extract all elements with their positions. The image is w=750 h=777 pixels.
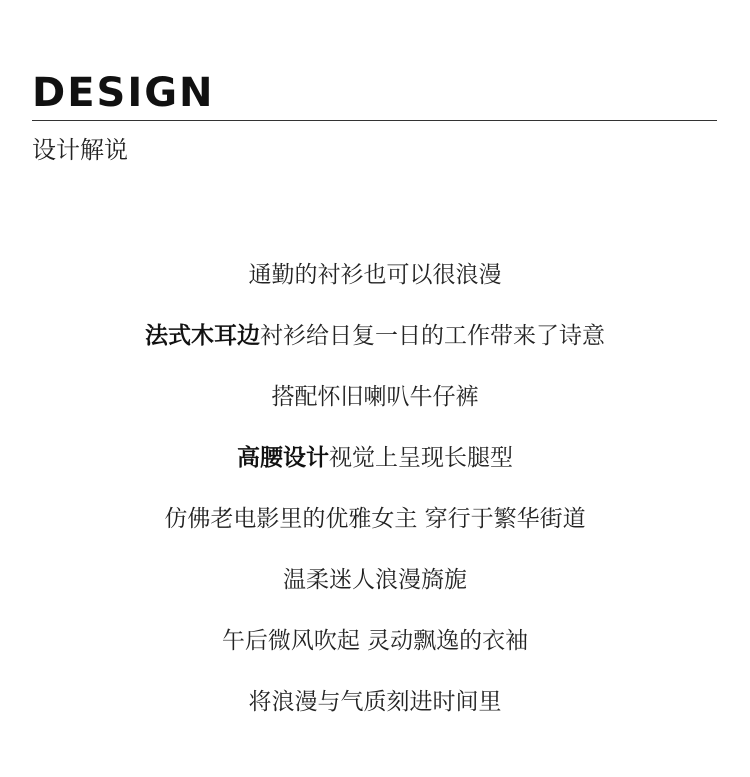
description-line xyxy=(0,251,750,312)
description-line-text: 午后微风吹起 灵动飘逸的衣袖 xyxy=(221,628,529,654)
description-line-text: 通勤的衬衫也可以很浪漫 xyxy=(248,262,502,288)
description-line-text: 温柔迷人浪漫旖旎 xyxy=(283,567,467,593)
description-line-text: 将浪漫与气质刻进时间里 xyxy=(248,689,502,715)
description-line xyxy=(0,678,750,739)
page-subtitle: 设计解说 xyxy=(32,136,128,164)
description-line xyxy=(0,495,750,556)
design-description xyxy=(0,251,750,739)
divider xyxy=(32,120,717,121)
description-line-text: 仿佛老电影里的优雅女主 穿行于繁华街道 xyxy=(164,506,586,532)
description-line-highlight: 法式木耳边 xyxy=(145,323,260,349)
description-line-text: 搭配怀旧喇叭牛仔裤 xyxy=(271,384,479,410)
description-line-highlight: 高腰设计 xyxy=(237,445,329,471)
description-line xyxy=(0,373,750,434)
page-title: DESIGN xyxy=(32,70,215,116)
description-line xyxy=(0,434,750,495)
description-line xyxy=(0,556,750,617)
description-line xyxy=(0,617,750,678)
description-line-text: 视觉上呈现长腿型 xyxy=(329,445,513,471)
description-line xyxy=(0,312,750,373)
description-line-text: 衬衫给日复一日的工作带来了诗意 xyxy=(260,323,605,349)
